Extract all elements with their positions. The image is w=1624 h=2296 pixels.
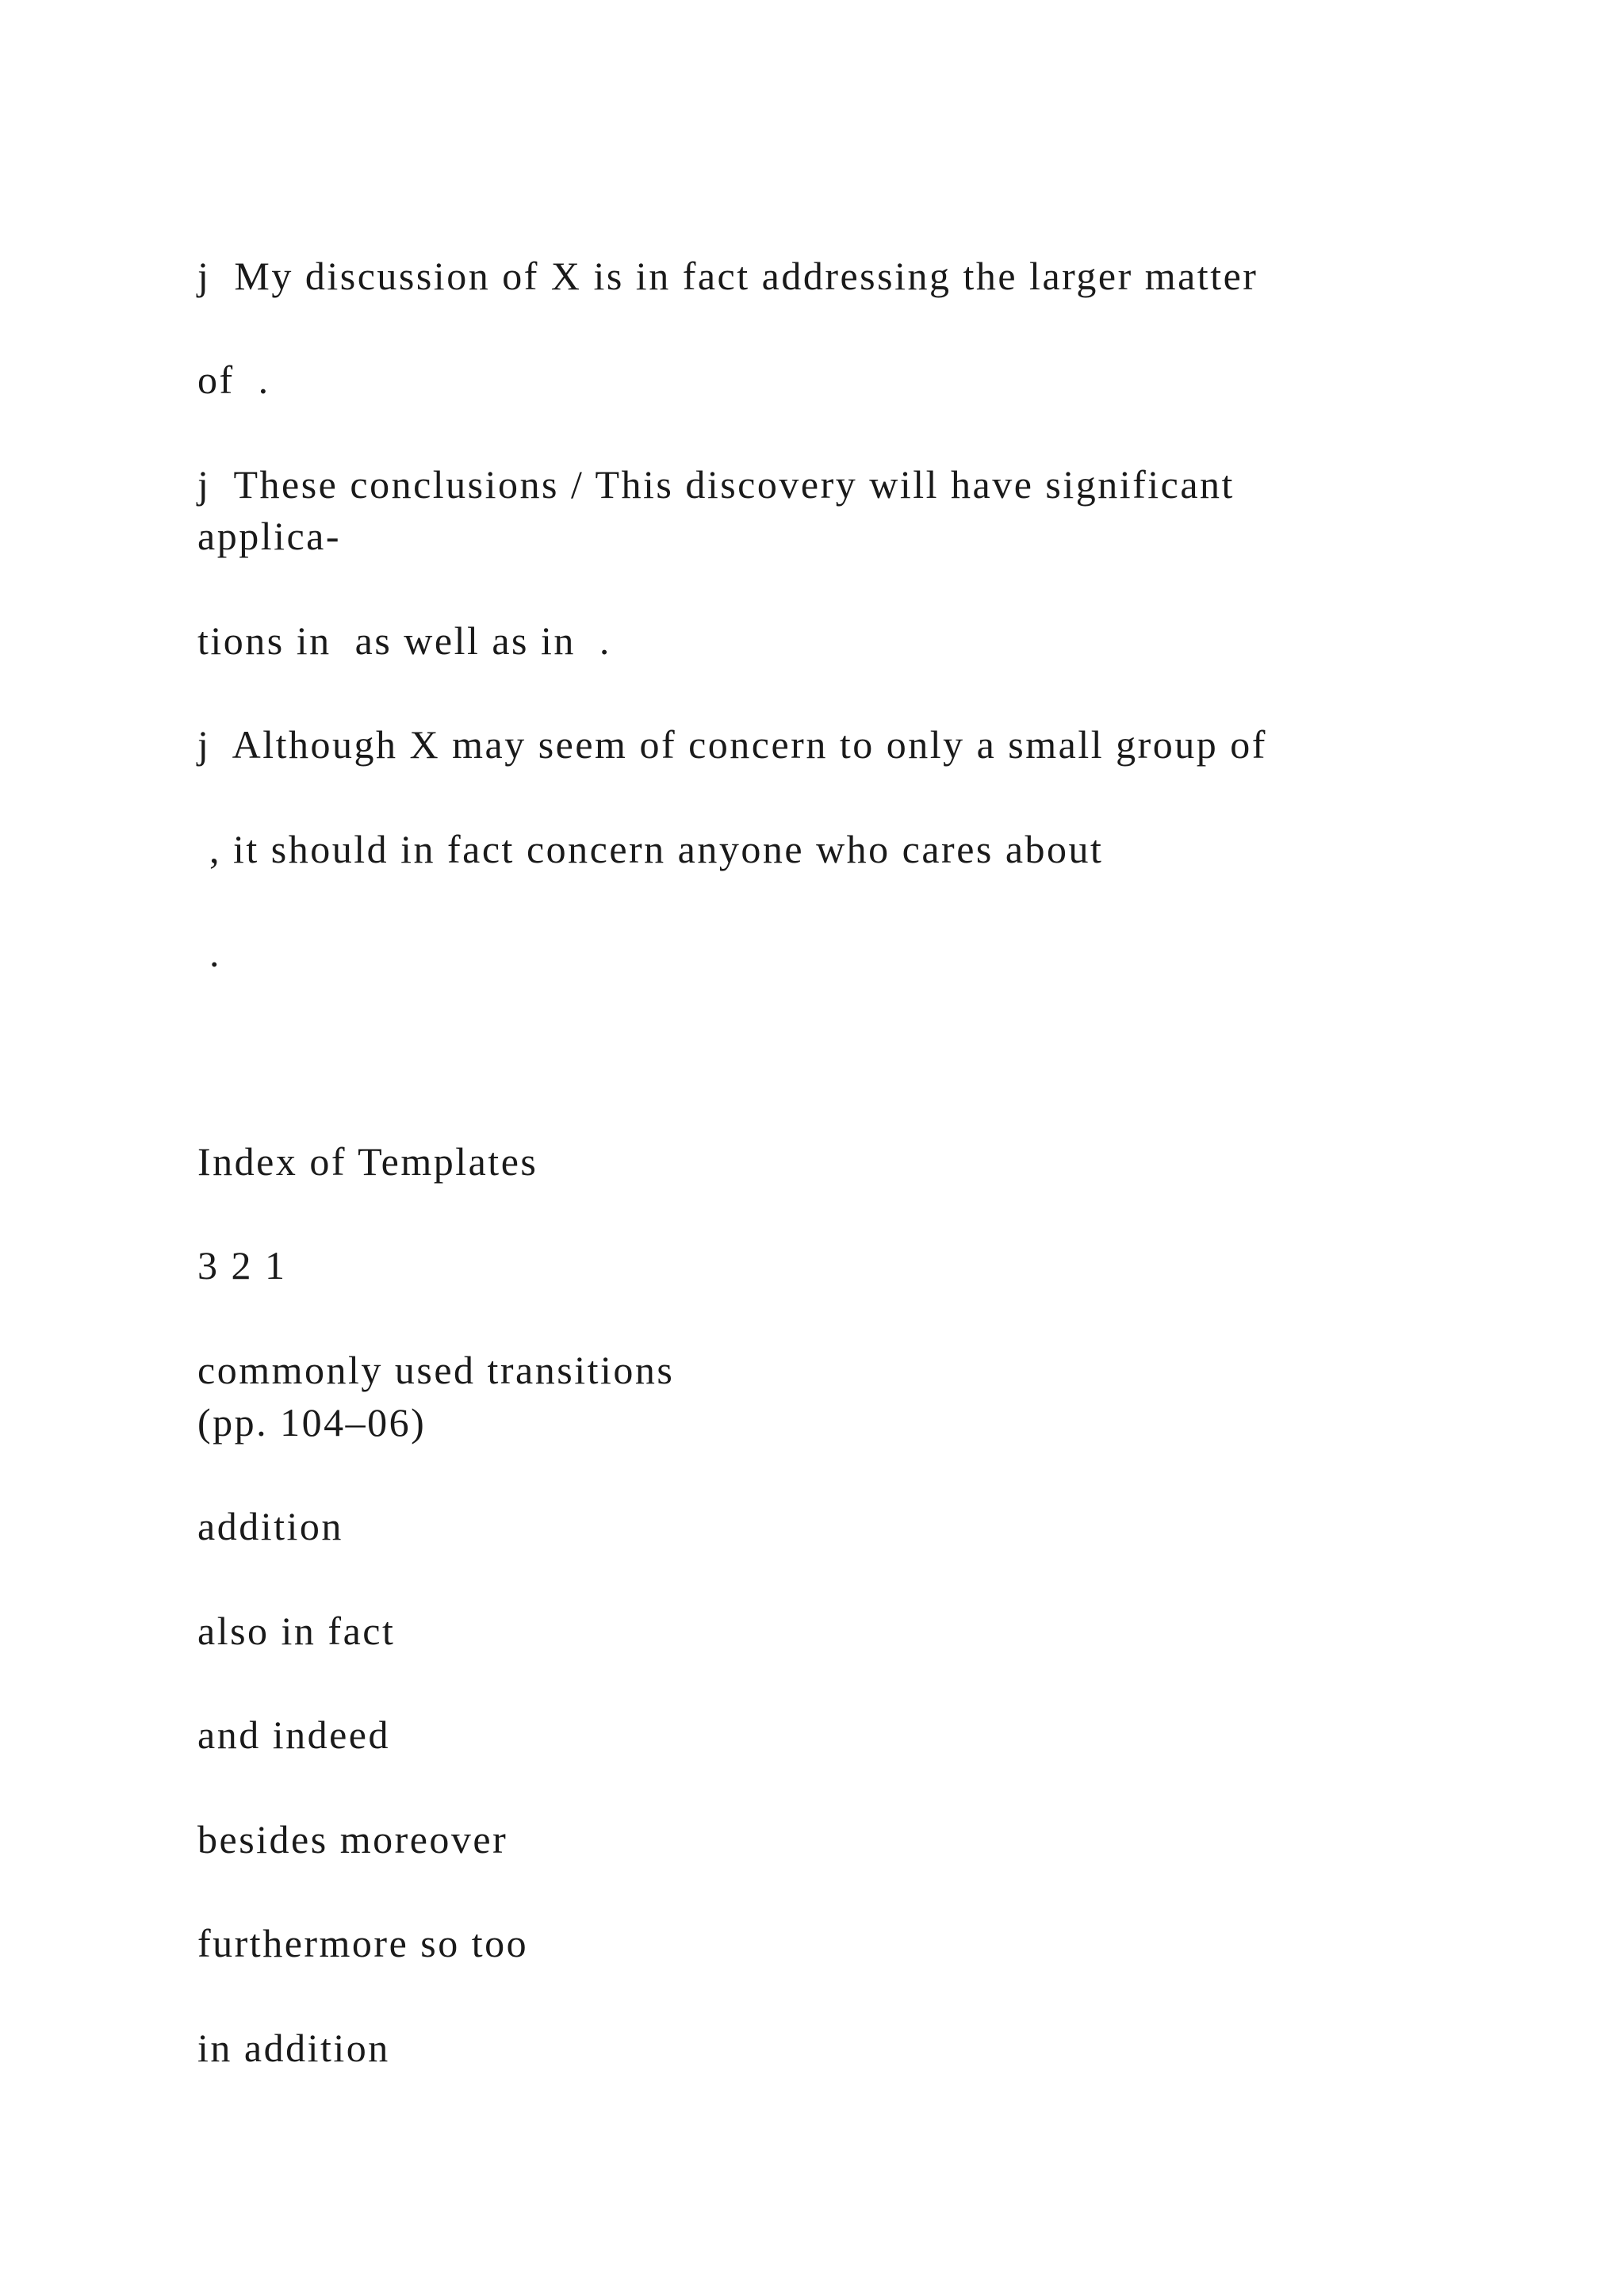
template-line-3: j These conclusions / This discovery will have significant bbox=[197, 462, 1235, 507]
list-item: also in fact bbox=[197, 1609, 396, 1653]
template-line-2: of . bbox=[197, 358, 270, 402]
list-item: furthermore so too bbox=[197, 1921, 529, 1965]
template-line-7: , it should in fact concern anyone who cares about bbox=[197, 827, 1104, 871]
category-label: addition bbox=[197, 1504, 343, 1548]
template-line-6: j Although X may seem of concern to only a small group of bbox=[197, 722, 1267, 767]
index-heading: Index of Templates bbox=[197, 1139, 538, 1184]
template-line-8: . bbox=[197, 931, 221, 975]
template-line-5: tions in as well as in . bbox=[197, 618, 611, 663]
list-item: in addition bbox=[197, 2026, 390, 2070]
list-item: besides moreover bbox=[197, 1817, 508, 1862]
template-line-1: j My discussion of X is in fact addressing the larger matter bbox=[197, 254, 1258, 298]
template-line-4: applica- bbox=[197, 514, 342, 558]
section-title: commonly used transitions bbox=[197, 1348, 675, 1392]
section-pages: (pp. 104–06) bbox=[197, 1400, 427, 1445]
page-marker: 3 2 1 bbox=[197, 1243, 287, 1288]
list-item: and indeed bbox=[197, 1712, 390, 1757]
